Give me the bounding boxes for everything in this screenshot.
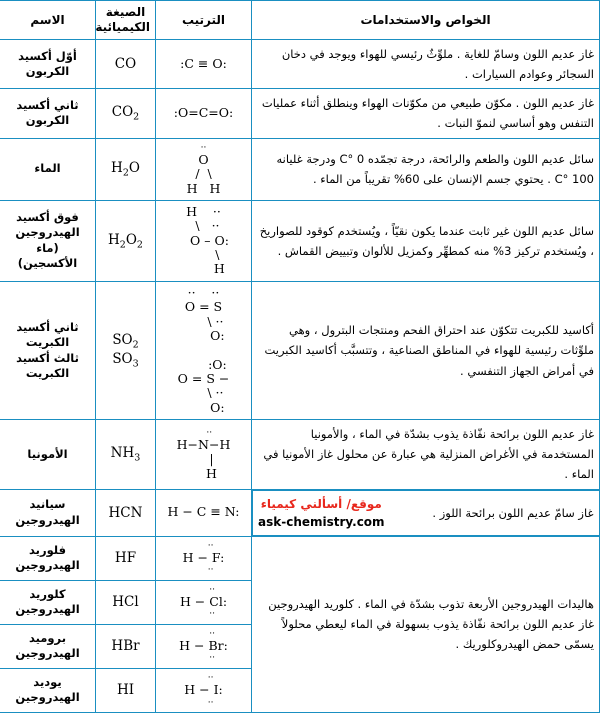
compound-name-cell [0,200,96,281]
column-header-formula-l2: الكيميائية [95,20,150,34]
properties-cell: غاز عديم اللون وسامّ للغاية . ملوِّثٌ رئيسي للهواء ويوجد في دخان السجائر وعوادم السيارات . [252,40,600,89]
structure-cell: ·· H − I: ·· [156,668,252,712]
formula-cell: $CO_2$ [96,89,156,138]
compound-name-cell: سيانيد الهيدروجين [0,489,96,536]
compound-name-line4: الكبريت [25,366,70,381]
table-row [0,89,600,138]
structure-cell: ·· H − Cl: ·· [156,580,252,624]
formula-cell: HBr [96,624,156,668]
structure-cell: ·· O / \ H H [156,138,252,200]
compound-name-line1: ثاني أكسيد [16,319,79,334]
compound-name-cell: بروميد الهيدروجين [0,624,96,668]
structure-cell: ·· ·· O = S \ ·· O: :O: O = S − \ ·· O: [156,281,252,419]
formula-cell [96,281,156,419]
structure-cell: H − C ≡ N: [156,489,252,536]
formula-cell: $NH_3$ [96,420,156,489]
table-row [0,536,600,580]
properties-cell: غاز عديم اللون برائحة نفّاذة يذوب بشدّة في الماء ، والأمونيا المستخدمة في الأغراض المنزلية هي عبارة عن محلول غاز الأمونيا في الماء . [252,420,600,489]
structure-cell: ·· H−N−H | H [156,420,252,489]
compound-name-cell [0,281,96,419]
formula-so3: $SO_3$ [112,350,139,370]
table-header-row [0,1,600,40]
compound-name-cell: فلوريد الهيدروجين [0,536,96,580]
table-row [0,200,600,281]
structure-cell: :C ≡ O: [156,40,252,89]
column-header-formula [96,1,156,40]
formula-cell: $H_2O_2$ [96,200,156,281]
properties-cell: غاز عديم اللون . مكوّن طبيعي من مكوّنات الهواء وينطلق أثناء عمليات التنفس وهو أساسي لنموّ النبات . [252,89,600,138]
properties-cell: أكاسيد للكبريت تتكوّن عند احتراق الفحم ومنتجات البترول ، وهي ملوِّثات رئيسية للهواء في المناطق الصناعية ، وتتسبَّب أكاسيد الكبريت في أمراض الجهاز التنفسي . [252,281,600,419]
structure-cell: :O=C=O: [156,89,252,138]
formula-cell: HCl [96,580,156,624]
structure-cell: H ·· \ ·· O – O: \ H [156,200,252,281]
column-header-properties: الخواص والاستخدامات [252,1,600,40]
compound-name-cell: أوّل أكسيد الكربون [0,40,96,89]
compound-name-line3: (ماء الأكسجين) [17,240,78,271]
properties-cell-halides: هاليدات الهيدروجين الأربعة تذوب بشدّة في الماء . كلوريد الهيدروجين غاز عديم اللون برائحة نفّاذة يذوب بسهولة في الماء ليعطي محلولاً يسمّى حمض الهيدروكلوريك . [252,536,600,712]
compound-name-line2: الهيدروجين [15,225,80,240]
structure-cell: ·· H − F: ·· [156,536,252,580]
compound-name-line3: ثالث أكسيد [16,350,79,365]
compound-name-cell: كلوريد الهيدروجين [0,580,96,624]
watermark-line2: ask-chemistry.com [258,514,385,529]
compound-name-line1: فوق أكسيد [16,209,79,224]
formula-cell: HCN [96,489,156,536]
watermark-line1: موقع/ أسألني كيمياء [260,496,382,511]
table-row [0,138,600,200]
structure-cell: ·· H − Br: ·· [156,624,252,668]
compound-name-cell: الماء [0,138,96,200]
column-header-name: الاسم [0,1,96,40]
properties-text-hcn: غاز سامّ عديم اللون برائحة اللوز . [432,505,594,520]
properties-cell: سائل عديم اللون غير ثابت عندما يكون نقيّاً ، ويُستخدم كوقود للصواريخ ، ويُستخدم تركيز 3% منه كمطهِّر وكمزيل للألوان وتبييض القماش . [252,200,600,281]
compound-name-cell: ثاني أكسيد الكربون [0,89,96,138]
formula-cell: HF [96,536,156,580]
table-row [0,281,600,419]
table-row [0,420,600,489]
site-watermark [258,495,385,531]
column-header-structure: الترتيب [156,1,252,40]
table-row [0,489,600,536]
compound-name-line2: الكبريت [25,335,70,350]
compound-name-cell: الأمونيا [0,420,96,489]
properties-cell: سائل عديم اللون والطعم والرائحة، درجة تجمّده 0 °C ودرجة غليانه 100 °C . يحتوي جسم الإنسان على 60% تقريباً من الماء . [252,138,600,200]
formula-cell: $H_2O$ [96,138,156,200]
formula-so2: $SO_2$ [112,331,139,351]
compound-name-cell: يوديد الهيدروجين [0,668,96,712]
formula-cell: CO [96,40,156,89]
properties-cell [252,490,600,536]
column-header-formula-l1: الصيغة [105,5,146,19]
formula-cell: HI [96,668,156,712]
table-row [0,40,600,89]
